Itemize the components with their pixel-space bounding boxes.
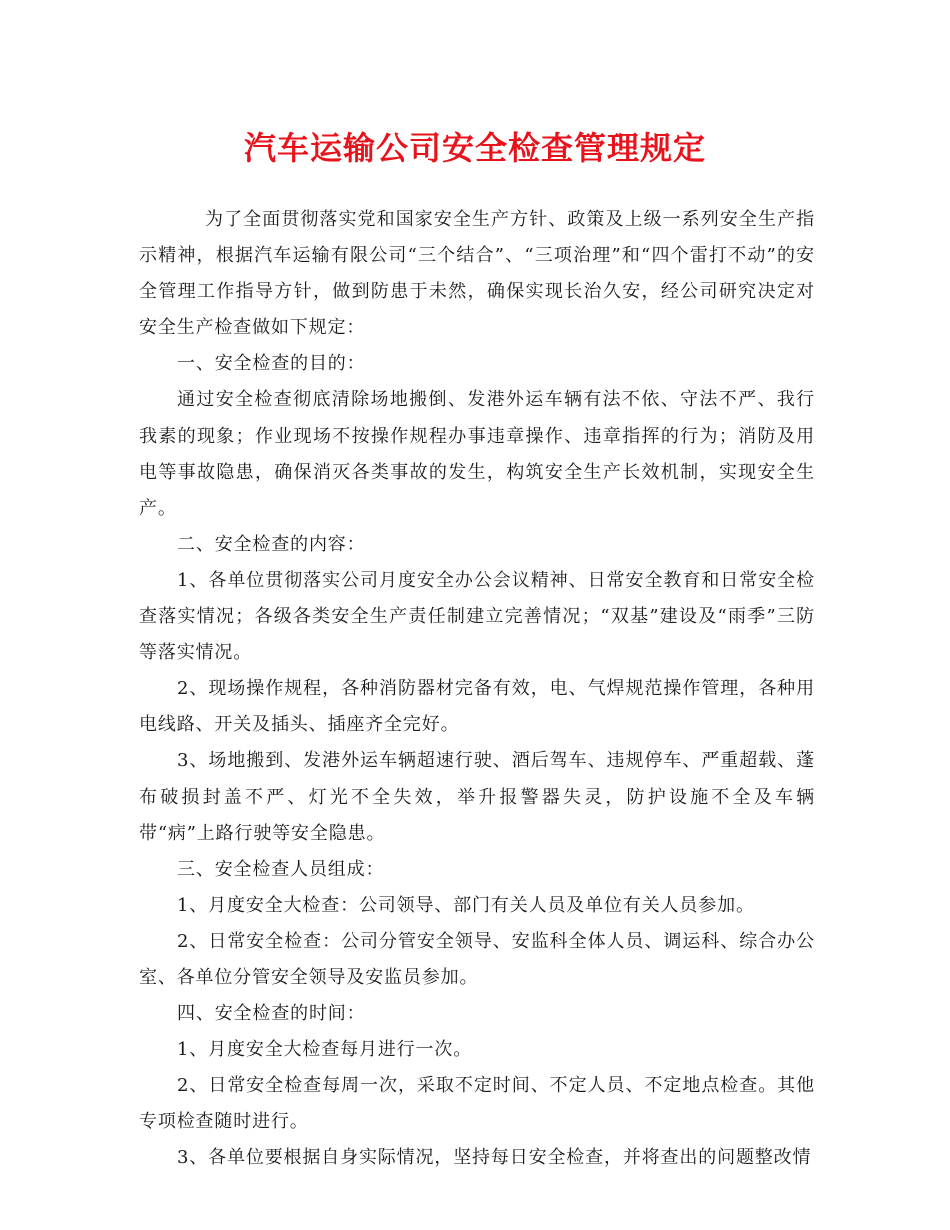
paragraph-schedule-3: 3、各单位要根据自身实际情况，坚持每日安全检查，并将查出的问题整改情 [177, 1147, 812, 1169]
paragraph-content-1: 1、各单位贯彻落实公司月度安全办公会议精神、日常安全教育和日常安全检查落实情况；各级各类安全生产责任制建立完善情况；“双基”建设及“雨季”三防等落实情况。 [139, 569, 815, 664]
paragraph-intro: 为了全面贯彻落实党和国家安全生产方针、政策及上级一系列安全生产指示精神，根据汽车运输有限公司“三个结合”、“三项治理”和“四个雷打不动”的安全管理工作指导方针，做到防患于未然，确保实现长治久安，经公司研究决定对安全生产检查做如下规定： [139, 209, 815, 339]
section-heading-purpose: 一、安全检查的目的： [177, 353, 366, 375]
document-body [139, 202, 815, 1177]
document-title: 汽车运输公司安全检查管理规定 [243, 129, 706, 167]
paragraph-schedule-1: 1、月度安全大检查每月进行一次。 [177, 1039, 473, 1061]
paragraph-schedule-2: 2、日常安全检查每周一次，采取不定时间、不定人员、不定地点检查。其他专项检查随时进行。 [139, 1075, 815, 1133]
paragraph-personnel-1: 1、月度安全大检查：公司领导、部门有关人员及单位有关人员参加。 [177, 894, 755, 916]
paragraph-personnel-2: 2、日常安全检查：公司分管安全领导、安监科全体人员、调运科、综合办公室、各单位分管安全领导及安监员参加。 [139, 930, 815, 988]
section-heading-content: 二、安全检查的内容： [177, 533, 366, 555]
paragraph-content-2: 2、现场操作规程，各种消防器材完备有效，电、气焊规范操作管理，各种用电线路、开关及插头、插座齐全完好。 [139, 678, 815, 736]
paragraph-purpose: 通过安全检查彻底清除场地搬倒、发港外运车辆有法不依、守法不严、我行我素的现象；作业现场不按操作规程办事违章操作、违章指挥的行为；消防及用电等事故隐患，确保消灭各类事故的发生，构筑安全生产长效机制，实现安全生产。 [139, 389, 815, 519]
section-heading-schedule: 四、安全检查的时间： [177, 1003, 366, 1025]
paragraph-content-3: 3、场地搬到、发港外运车辆超速行驶、酒后驾车、违规停车、严重超载、蓬布破损封盖不严、灯光不全失效，举升报警器失灵，防护设施不全及车辆带“病”上路行驶等安全隐患。 [139, 750, 815, 844]
section-heading-personnel: 三、安全检查人员组成： [177, 858, 385, 880]
